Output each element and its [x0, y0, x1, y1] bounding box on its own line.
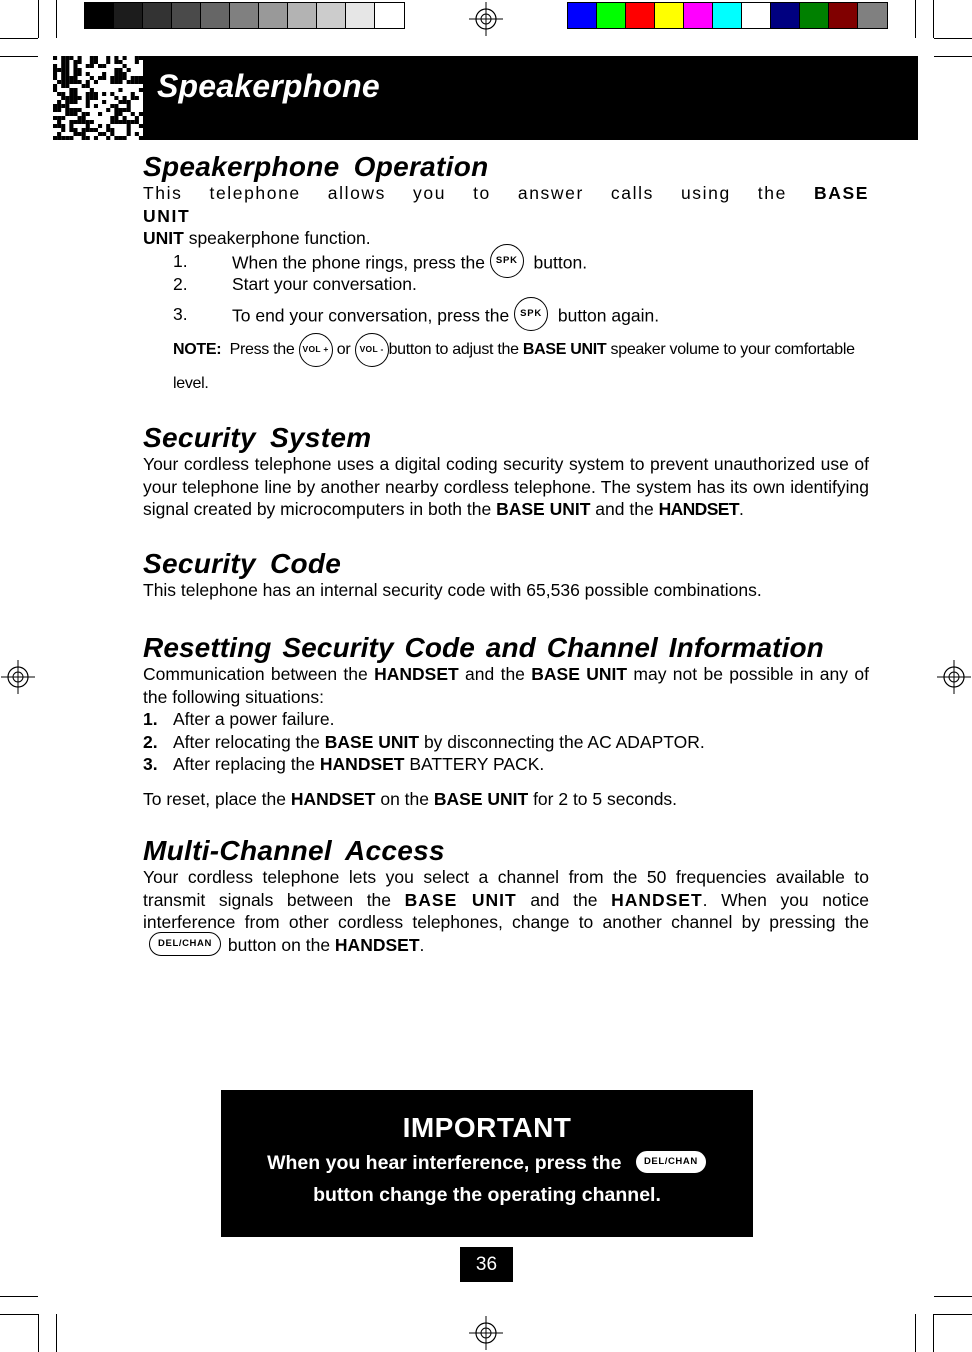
- security-code-text: This telephone has an internal security code with 65,536 possible combinations.: [143, 579, 762, 600]
- color-swatch: [626, 3, 655, 28]
- del-chan-key-icon: DEL/CHAN: [635, 1150, 707, 1174]
- header-bar: [143, 56, 918, 140]
- color-swatch: [655, 3, 684, 28]
- color-swatch: [597, 3, 626, 28]
- important-line-2: button change the operating channel.: [313, 1184, 661, 1206]
- security-system-text: Your cordless telephone uses a digital coding security system to prevent unauthorized use of your telephone line by another nearby cordless telephone. The system has its own identifying signal created by microcomputers in both the BASE UNIT and the HANDSET.: [143, 454, 869, 520]
- list-item: 1. After a power failure.: [143, 709, 335, 730]
- crop-mark: [934, 1314, 972, 1315]
- crop-mark: [38, 1314, 39, 1352]
- gray-swatch: [143, 3, 172, 28]
- section-heading: Multi-Channel Access: [143, 835, 445, 867]
- gray-swatch: [230, 3, 259, 28]
- volume-note: NOTE: Press the VOL + or VOL - button to adjust the BASE UNIT speaker volume to your comfortable level.: [143, 333, 869, 401]
- volume-up-key-icon: VOL +: [299, 333, 333, 367]
- gray-swatch: [375, 3, 404, 28]
- color-swatch: [742, 3, 771, 28]
- section-heading: Resetting Security Code and Channel Information: [143, 632, 824, 664]
- crop-mark: [933, 1314, 934, 1352]
- grayscale-calibration-bar: [84, 2, 405, 29]
- gray-swatch: [259, 3, 288, 28]
- color-swatch: [771, 3, 800, 28]
- page-title: Speakerphone: [157, 68, 380, 104]
- registration-target-icon: [937, 660, 971, 694]
- crop-mark: [915, 0, 916, 38]
- gray-swatch: [201, 3, 230, 28]
- list-item: 2. Start your conversation.: [173, 273, 417, 294]
- registration-target-icon: [1, 660, 35, 694]
- color-swatch: [713, 3, 742, 28]
- gray-swatch: [317, 3, 346, 28]
- crop-mark: [0, 38, 38, 39]
- gray-swatch: [85, 3, 114, 28]
- crop-mark: [56, 1314, 57, 1352]
- crop-mark: [934, 56, 972, 57]
- important-notice-box: [221, 1090, 753, 1237]
- crop-mark: [933, 0, 934, 38]
- crop-mark: [0, 1314, 38, 1315]
- del-chan-key-icon: DEL/CHAN: [149, 932, 221, 956]
- section-multi-channel: [143, 834, 869, 956]
- section-security-system: [143, 421, 869, 521]
- page-content: [143, 150, 869, 956]
- step-list: [143, 250, 869, 332]
- section-heading: Security Code: [143, 547, 342, 579]
- crop-mark: [0, 1296, 38, 1297]
- list-item: 1. When the phone rings, press the SPK button.: [143, 250, 869, 272]
- color-swatch: [684, 3, 713, 28]
- list-item: 3. To end your conversation, press the SPK button again.: [143, 303, 869, 331]
- gray-swatch: [114, 3, 143, 28]
- color-swatch: [568, 3, 597, 28]
- color-swatch: [800, 3, 829, 28]
- important-line-1: When you hear interference, press the DEL/CHAN: [221, 1152, 753, 1175]
- crop-mark: [934, 1296, 972, 1297]
- reset-instruction: To reset, place the HANDSET on the BASE UNIT for 2 to 5 seconds.: [143, 788, 678, 809]
- crop-mark: [0, 56, 38, 57]
- section-speakerphone-operation: [143, 150, 869, 401]
- important-title: IMPORTANT: [402, 1112, 572, 1143]
- spk-key-icon: SPK: [490, 244, 524, 278]
- color-swatch: [858, 3, 887, 28]
- intro-bold: BASE UNIT: [143, 183, 869, 226]
- registration-target-icon: [469, 2, 503, 36]
- color-calibration-bar: [567, 2, 888, 29]
- intro-line-2: UNIT speakerphone function.: [143, 228, 371, 248]
- intro-line: [143, 182, 869, 227]
- intro-text: This telephone allows you to answer calls using the: [143, 183, 787, 203]
- intro-text-2: speakerphone function.: [188, 228, 371, 248]
- gray-swatch: [172, 3, 201, 28]
- section-heading: Security System: [143, 422, 372, 454]
- list-item: 2. After relocating the BASE UNIT by disconnecting the AC ADAPTOR.: [143, 731, 705, 752]
- section-heading: Speakerphone Operation: [143, 151, 489, 182]
- gray-swatch: [346, 3, 375, 28]
- page-number: 36: [460, 1247, 513, 1282]
- crop-mark: [915, 1314, 916, 1352]
- section-security-code: [143, 547, 869, 602]
- situation-list: [143, 708, 869, 776]
- crop-mark: [56, 0, 57, 38]
- section-resetting: [143, 631, 869, 810]
- color-swatch: [829, 3, 858, 28]
- registration-target-icon: [469, 1316, 503, 1350]
- list-item: 3. After replacing the HANDSET BATTERY PACK.: [143, 754, 545, 775]
- spk-key-icon: SPK: [514, 297, 548, 331]
- gray-swatch: [288, 3, 317, 28]
- resetting-text: Communication between the HANDSET and the BASE UNIT may not be possible in any of the following situations:: [143, 664, 869, 707]
- crop-mark: [934, 38, 972, 39]
- dot-pattern-icon: [53, 56, 143, 140]
- volume-down-key-icon: VOL -: [355, 333, 389, 367]
- crop-mark: [38, 0, 39, 38]
- multi-channel-text: Your cordless telephone lets you select a channel from the 50 frequencies available to transmit signals between the BASE UNIT and the HANDSET. When you notice interference from other cordless telephones, change to another channel by pressing the DEL/CHAN button on the HANDSET.: [143, 867, 869, 955]
